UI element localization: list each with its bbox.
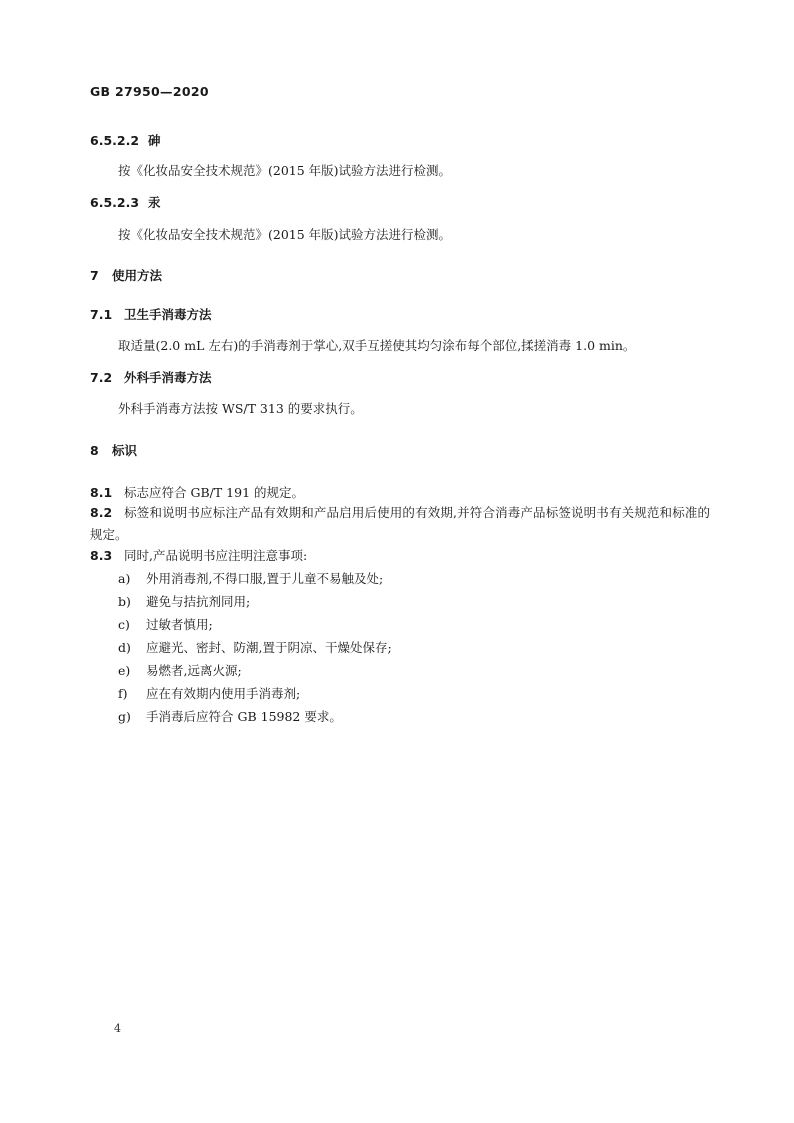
list-item-text: 过敏者慎用; bbox=[146, 617, 213, 632]
clause-number: 8.1 bbox=[90, 485, 113, 500]
list-item bbox=[118, 640, 392, 656]
list-item-text: 应避光、密封、防潮,置于阴凉、干燥处保存; bbox=[146, 640, 392, 655]
clause-number: 8.3 bbox=[90, 548, 113, 563]
clause-number: 6.5.2.3 bbox=[90, 195, 140, 210]
list-item-text: 外用消毒剂,不得口服,置于儿童不易触及处; bbox=[146, 571, 384, 586]
section-title: 外科手消毒方法 bbox=[124, 370, 212, 385]
section-title: 使用方法 bbox=[112, 268, 163, 283]
section-heading-7-1 bbox=[90, 307, 212, 323]
list-item-label: c) bbox=[118, 617, 130, 632]
clause-text: 标签和说明书应标注产品有效期和产品启用后使用的有效期,并符合消毒产品标签说明书有关规范和标准的规定。 bbox=[90, 505, 710, 542]
section-title: 卫生手消毒方法 bbox=[124, 307, 212, 322]
section-number: 7 bbox=[90, 268, 99, 283]
section-heading-8 bbox=[90, 443, 137, 459]
list-item bbox=[118, 571, 383, 587]
clause-text: 同时,产品说明书应注明注意事项: bbox=[124, 548, 308, 563]
clause-8-1 bbox=[90, 485, 304, 501]
list-item bbox=[118, 594, 250, 610]
section-number: 8 bbox=[90, 443, 99, 458]
page-number: 4 bbox=[114, 1022, 121, 1035]
list-item-label: d) bbox=[118, 640, 131, 655]
list-item bbox=[118, 663, 242, 679]
section-text-7-2: 外科手消毒方法按 WS/T 313 的要求执行。 bbox=[118, 401, 363, 416]
section-number: 7.2 bbox=[90, 370, 113, 385]
clause-title: 汞 bbox=[148, 195, 161, 210]
clause-text-6-5-2-2: 按《化妆品安全技术规范》(2015 年版)试验方法进行检测。 bbox=[118, 163, 452, 178]
clause-text-6-5-2-3: 按《化妆品安全技术规范》(2015 年版)试验方法进行检测。 bbox=[118, 227, 452, 242]
clause-number: 6.5.2.2 bbox=[90, 133, 140, 148]
list-item-label: a) bbox=[118, 571, 131, 586]
list-item-label: e) bbox=[118, 663, 131, 678]
section-heading-7-2 bbox=[90, 370, 212, 386]
list-item bbox=[118, 709, 342, 725]
clause-title: 砷 bbox=[148, 133, 161, 148]
clause-8-3 bbox=[90, 548, 307, 564]
list-item-text: 易燃者,远离火源; bbox=[146, 663, 242, 678]
clause-text: 标志应符合 GB/T 191 的规定。 bbox=[124, 485, 304, 500]
list-item-label: f) bbox=[118, 686, 128, 701]
list-item bbox=[118, 686, 300, 702]
section-number: 7.1 bbox=[90, 307, 113, 322]
list-item-text: 避免与拮抗剂同用; bbox=[146, 594, 251, 609]
clause-8-2 bbox=[90, 502, 710, 546]
clause-heading-6-5-2-2 bbox=[90, 133, 161, 149]
list-item-label: b) bbox=[118, 594, 131, 609]
section-title: 标识 bbox=[112, 443, 138, 458]
list-item-text: 应在有效期内使用手消毒剂; bbox=[146, 686, 301, 701]
list-item-label: g) bbox=[118, 709, 131, 724]
section-heading-7 bbox=[90, 268, 162, 284]
list-item bbox=[118, 617, 213, 633]
standard-code-header: GB 27950—2020 bbox=[90, 84, 209, 99]
section-text-7-1: 取适量(2.0 mL 左右)的手消毒剂于掌心,双手互搓使其均匀涂布每个部位,揉搓消毒 1.0 min。 bbox=[118, 338, 636, 353]
clause-heading-6-5-2-3 bbox=[90, 195, 161, 211]
list-item-text: 手消毒后应符合 GB 15982 要求。 bbox=[146, 709, 342, 724]
clause-number: 8.2 bbox=[90, 505, 113, 520]
